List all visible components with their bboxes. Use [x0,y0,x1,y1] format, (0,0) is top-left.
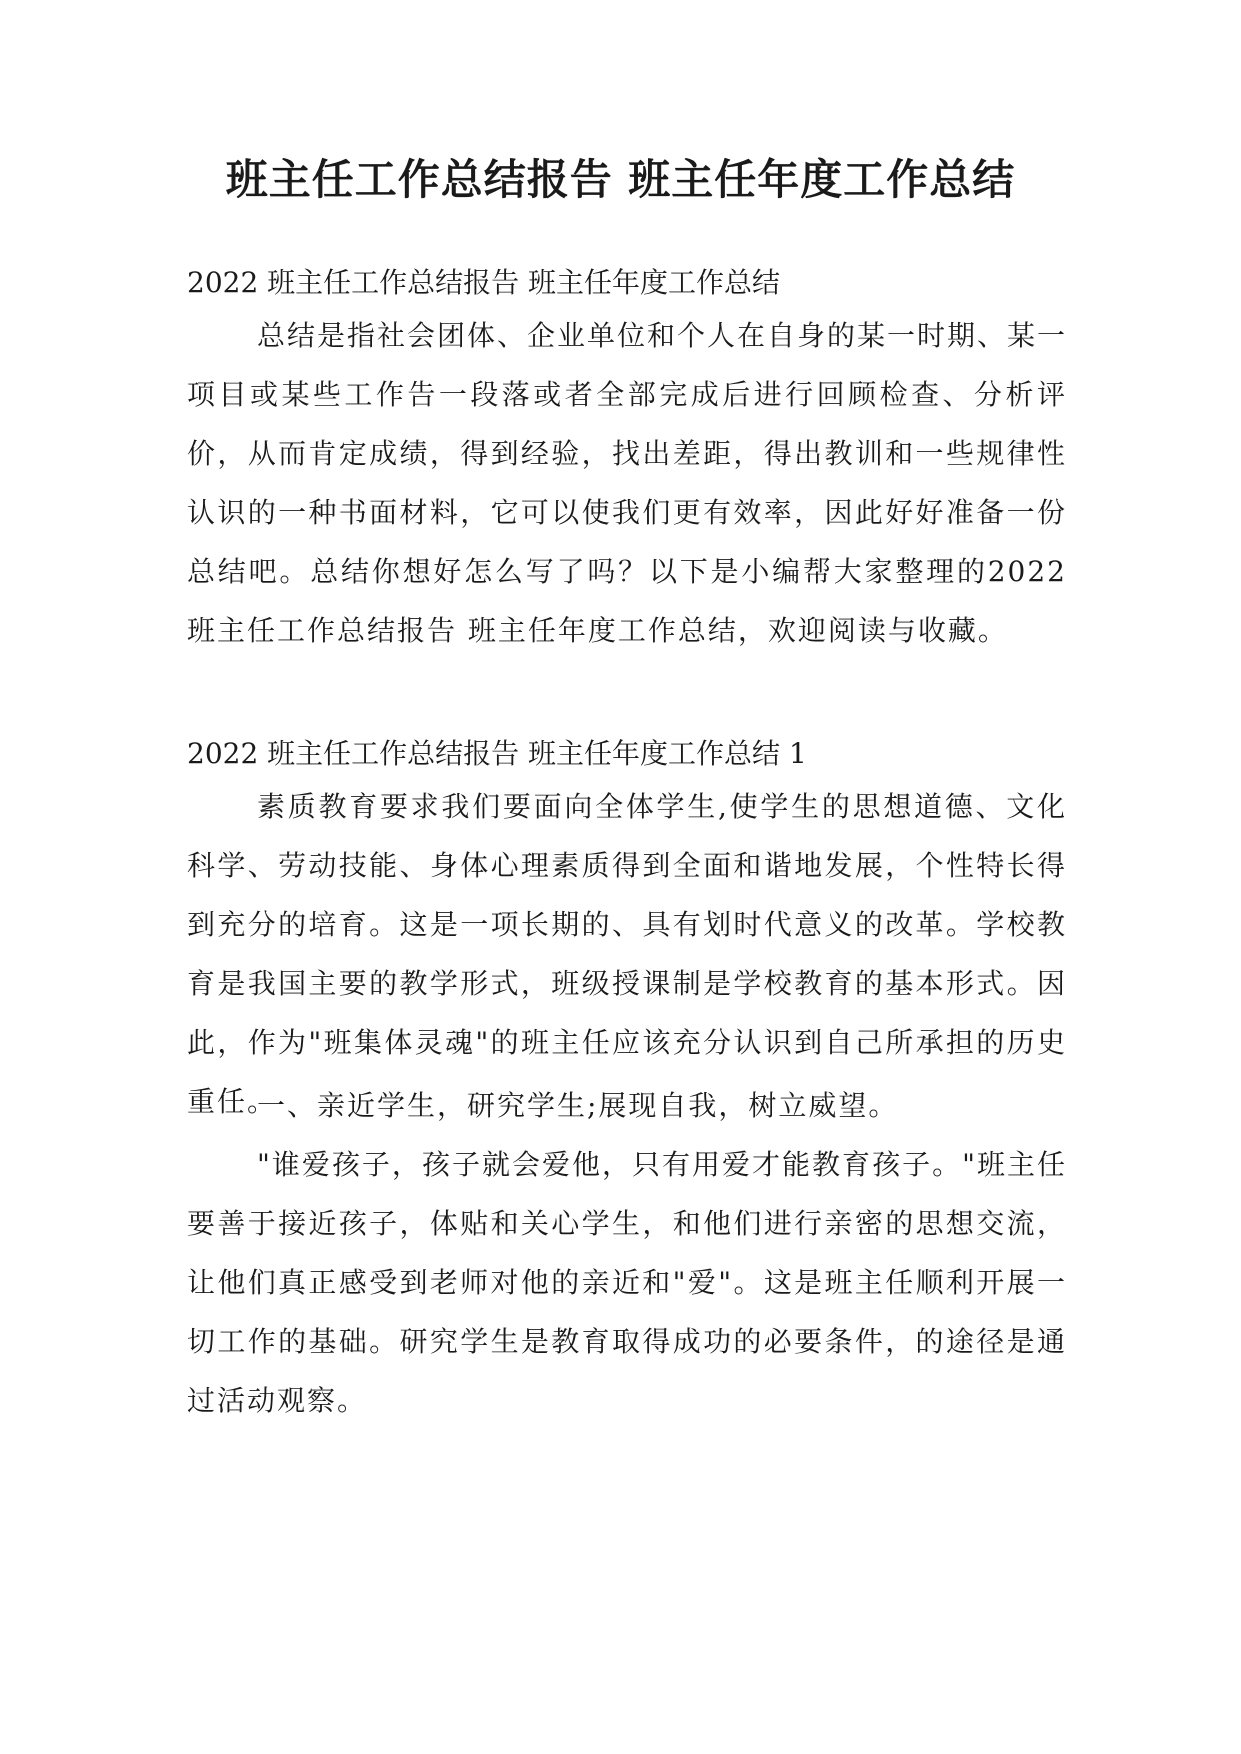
section1-heading: 2022 班主任工作总结报告 班主任年度工作总结 1 [187,737,807,770]
document-title: 班主任工作总结报告 班主任年度工作总结 [225,155,1016,204]
section1-paragraph-3: "谁爱孩子，孩子就会爱他，只有用爱才能教育孩子。"班主任要善于接近孩子，体贴和关心学生，和他们进行亲密的思想交流，让他们真正感受到老师对他的亲近和"爱"。这是班主任顺利开展一切工作的基础。研究学生是教育取得成功的必要条件，的途径是通过活动观察。 [187,1148,1067,1417]
intro-heading: 2022 班主任工作总结报告 班主任年度工作总结 [187,266,781,299]
section1-paragraph-1: 素质教育要求我们要面向全体学生,使学生的思想道德、文化科学、劳动技能、身体心理素质得到全面和谐地发展，个性特长得到充分的培育。这是一项长期的、具有划时代意义的改革。学校教育是我国主要的教学形式，班级授课制是学校教育的基本形式。因此，作为"班集体灵魂"的班主任应该充分认识到自己所承担的历史重任。 [187,790,1067,1118]
section1-paragraph-2: 一、亲近学生，研究学生;展现自我，树立威望。 [257,1089,899,1122]
intro-paragraph: 总结是指社会团体、企业单位和个人在自身的某一时期、某一项目或某些工作告一段落或者全部完成后进行回顾检查、分析评价，从而肯定成绩，得到经验，找出差距，得出教训和一些规律性认识的一种书面材料，它可以使我们更有效率，因此好好准备一份总结吧。总结你想好怎么写了吗？以下是小编帮大家整理的2022 班主任工作总结报告 班主任年度工作总结，欢迎阅读与收藏。 [187,319,1068,647]
